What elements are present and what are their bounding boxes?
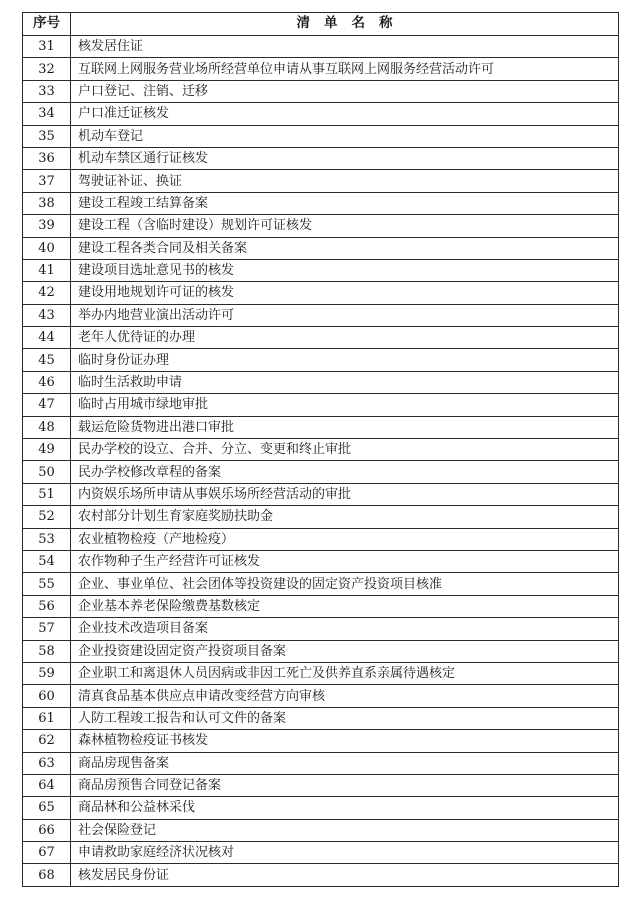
row-number: 57: [23, 618, 71, 640]
row-name: 企业、事业单位、社会团体等投资建设的固定资产投资项目核准: [71, 573, 619, 595]
table-row: [23, 797, 619, 819]
row-number: 44: [23, 327, 71, 349]
row-name: 企业职工和离退休人员因病或非因工死亡及供养直系亲属待遇核定: [71, 662, 619, 684]
row-number: 34: [23, 103, 71, 125]
row-name: 内资娱乐场所申请从事娱乐场所经营活动的审批: [71, 483, 619, 505]
table-row: [23, 58, 619, 80]
row-name: 核发居民身份证: [71, 864, 619, 886]
row-name: 商品林和公益林采伐: [71, 797, 619, 819]
table-row: [23, 304, 619, 326]
table-body: [23, 36, 619, 887]
row-number: 52: [23, 506, 71, 528]
row-number: 65: [23, 797, 71, 819]
table-row: [23, 707, 619, 729]
row-number: 48: [23, 416, 71, 438]
table-row: [23, 730, 619, 752]
table-row: [23, 506, 619, 528]
table-row: [23, 237, 619, 259]
table-row: [23, 864, 619, 886]
header-number: 序号: [23, 13, 71, 36]
row-name: 载运危险货物进出港口审批: [71, 416, 619, 438]
service-list-table: [22, 12, 619, 887]
row-number: 45: [23, 349, 71, 371]
table-row: [23, 595, 619, 617]
row-name: 企业基本养老保险缴费基数核定: [71, 595, 619, 617]
table-row: [23, 842, 619, 864]
row-name: 临时身份证办理: [71, 349, 619, 371]
row-name: 临时占用城市绿地审批: [71, 394, 619, 416]
row-number: 43: [23, 304, 71, 326]
row-number: 51: [23, 483, 71, 505]
row-name: 临时生活救助申请: [71, 371, 619, 393]
row-name: 建设工程竣工结算备案: [71, 192, 619, 214]
table-row: [23, 282, 619, 304]
row-name: 民办学校修改章程的备案: [71, 461, 619, 483]
table-row: [23, 125, 619, 147]
row-number: 55: [23, 573, 71, 595]
row-name: 建设用地规划许可证的核发: [71, 282, 619, 304]
row-name: 农业植物检疫（产地检疫）: [71, 528, 619, 550]
row-number: 64: [23, 774, 71, 796]
row-number: 46: [23, 371, 71, 393]
row-number: 53: [23, 528, 71, 550]
row-number: 35: [23, 125, 71, 147]
row-number: 63: [23, 752, 71, 774]
row-name: 建设项目选址意见书的核发: [71, 259, 619, 281]
row-name: 企业投资建设固定资产投资项目备案: [71, 640, 619, 662]
row-name: 驾驶证补证、换证: [71, 170, 619, 192]
row-name: 农作物种子生产经营许可证核发: [71, 550, 619, 572]
row-number: 38: [23, 192, 71, 214]
table-row: [23, 394, 619, 416]
table-row: [23, 147, 619, 169]
row-number: 58: [23, 640, 71, 662]
table-row: [23, 483, 619, 505]
row-name: 户口准迁证核发: [71, 103, 619, 125]
header-row: [23, 13, 619, 36]
row-name: 机动车登记: [71, 125, 619, 147]
row-number: 47: [23, 394, 71, 416]
row-name: 申请救助家庭经济状况核对: [71, 842, 619, 864]
table-row: [23, 36, 619, 58]
row-number: 54: [23, 550, 71, 572]
row-name: 人防工程竣工报告和认可文件的备案: [71, 707, 619, 729]
row-name: 互联网上网服务营业场所经营单位申请从事互联网上网服务经营活动许可: [71, 58, 619, 80]
table-row: [23, 170, 619, 192]
table-row: [23, 662, 619, 684]
table-row: [23, 774, 619, 796]
row-name: 社会保险登记: [71, 819, 619, 841]
row-name: 森林植物检疫证书核发: [71, 730, 619, 752]
table-row: [23, 103, 619, 125]
row-name: 商品房预售合同登记备案: [71, 774, 619, 796]
row-number: 33: [23, 80, 71, 102]
row-name: 户口登记、注销、迁移: [71, 80, 619, 102]
row-name: 民办学校的设立、合并、分立、变更和终止审批: [71, 439, 619, 461]
row-number: 41: [23, 259, 71, 281]
table-row: [23, 573, 619, 595]
table-row: [23, 259, 619, 281]
table-row: [23, 550, 619, 572]
row-number: 36: [23, 147, 71, 169]
header-name: 清单名称: [71, 13, 619, 36]
row-number: 67: [23, 842, 71, 864]
row-name: 举办内地营业演出活动许可: [71, 304, 619, 326]
row-name: 核发居住证: [71, 36, 619, 58]
row-number: 39: [23, 215, 71, 237]
row-number: 50: [23, 461, 71, 483]
table-row: [23, 752, 619, 774]
row-name: 农村部分计划生育家庭奖励扶助金: [71, 506, 619, 528]
table-row: [23, 528, 619, 550]
row-number: 62: [23, 730, 71, 752]
row-name: 建设工程各类合同及相关备案: [71, 237, 619, 259]
row-number: 42: [23, 282, 71, 304]
row-name: 老年人优待证的办理: [71, 327, 619, 349]
table-row: [23, 439, 619, 461]
row-number: 49: [23, 439, 71, 461]
table-row: [23, 416, 619, 438]
table-row: [23, 349, 619, 371]
table-row: [23, 461, 619, 483]
table-row: [23, 640, 619, 662]
table-row: [23, 371, 619, 393]
table-row: [23, 80, 619, 102]
row-number: 56: [23, 595, 71, 617]
row-number: 61: [23, 707, 71, 729]
table-row: [23, 192, 619, 214]
row-name: 清真食品基本供应点申请改变经营方向审核: [71, 685, 619, 707]
table-row: [23, 215, 619, 237]
row-name: 企业技术改造项目备案: [71, 618, 619, 640]
row-number: 59: [23, 662, 71, 684]
table-row: [23, 618, 619, 640]
row-name: 商品房现售备案: [71, 752, 619, 774]
row-name: 机动车禁区通行证核发: [71, 147, 619, 169]
table-row: [23, 327, 619, 349]
row-number: 32: [23, 58, 71, 80]
row-number: 60: [23, 685, 71, 707]
row-name: 建设工程（含临时建设）规划许可证核发: [71, 215, 619, 237]
row-number: 40: [23, 237, 71, 259]
row-number: 66: [23, 819, 71, 841]
row-number: 68: [23, 864, 71, 886]
table-row: [23, 819, 619, 841]
table-row: [23, 685, 619, 707]
row-number: 31: [23, 36, 71, 58]
row-number: 37: [23, 170, 71, 192]
